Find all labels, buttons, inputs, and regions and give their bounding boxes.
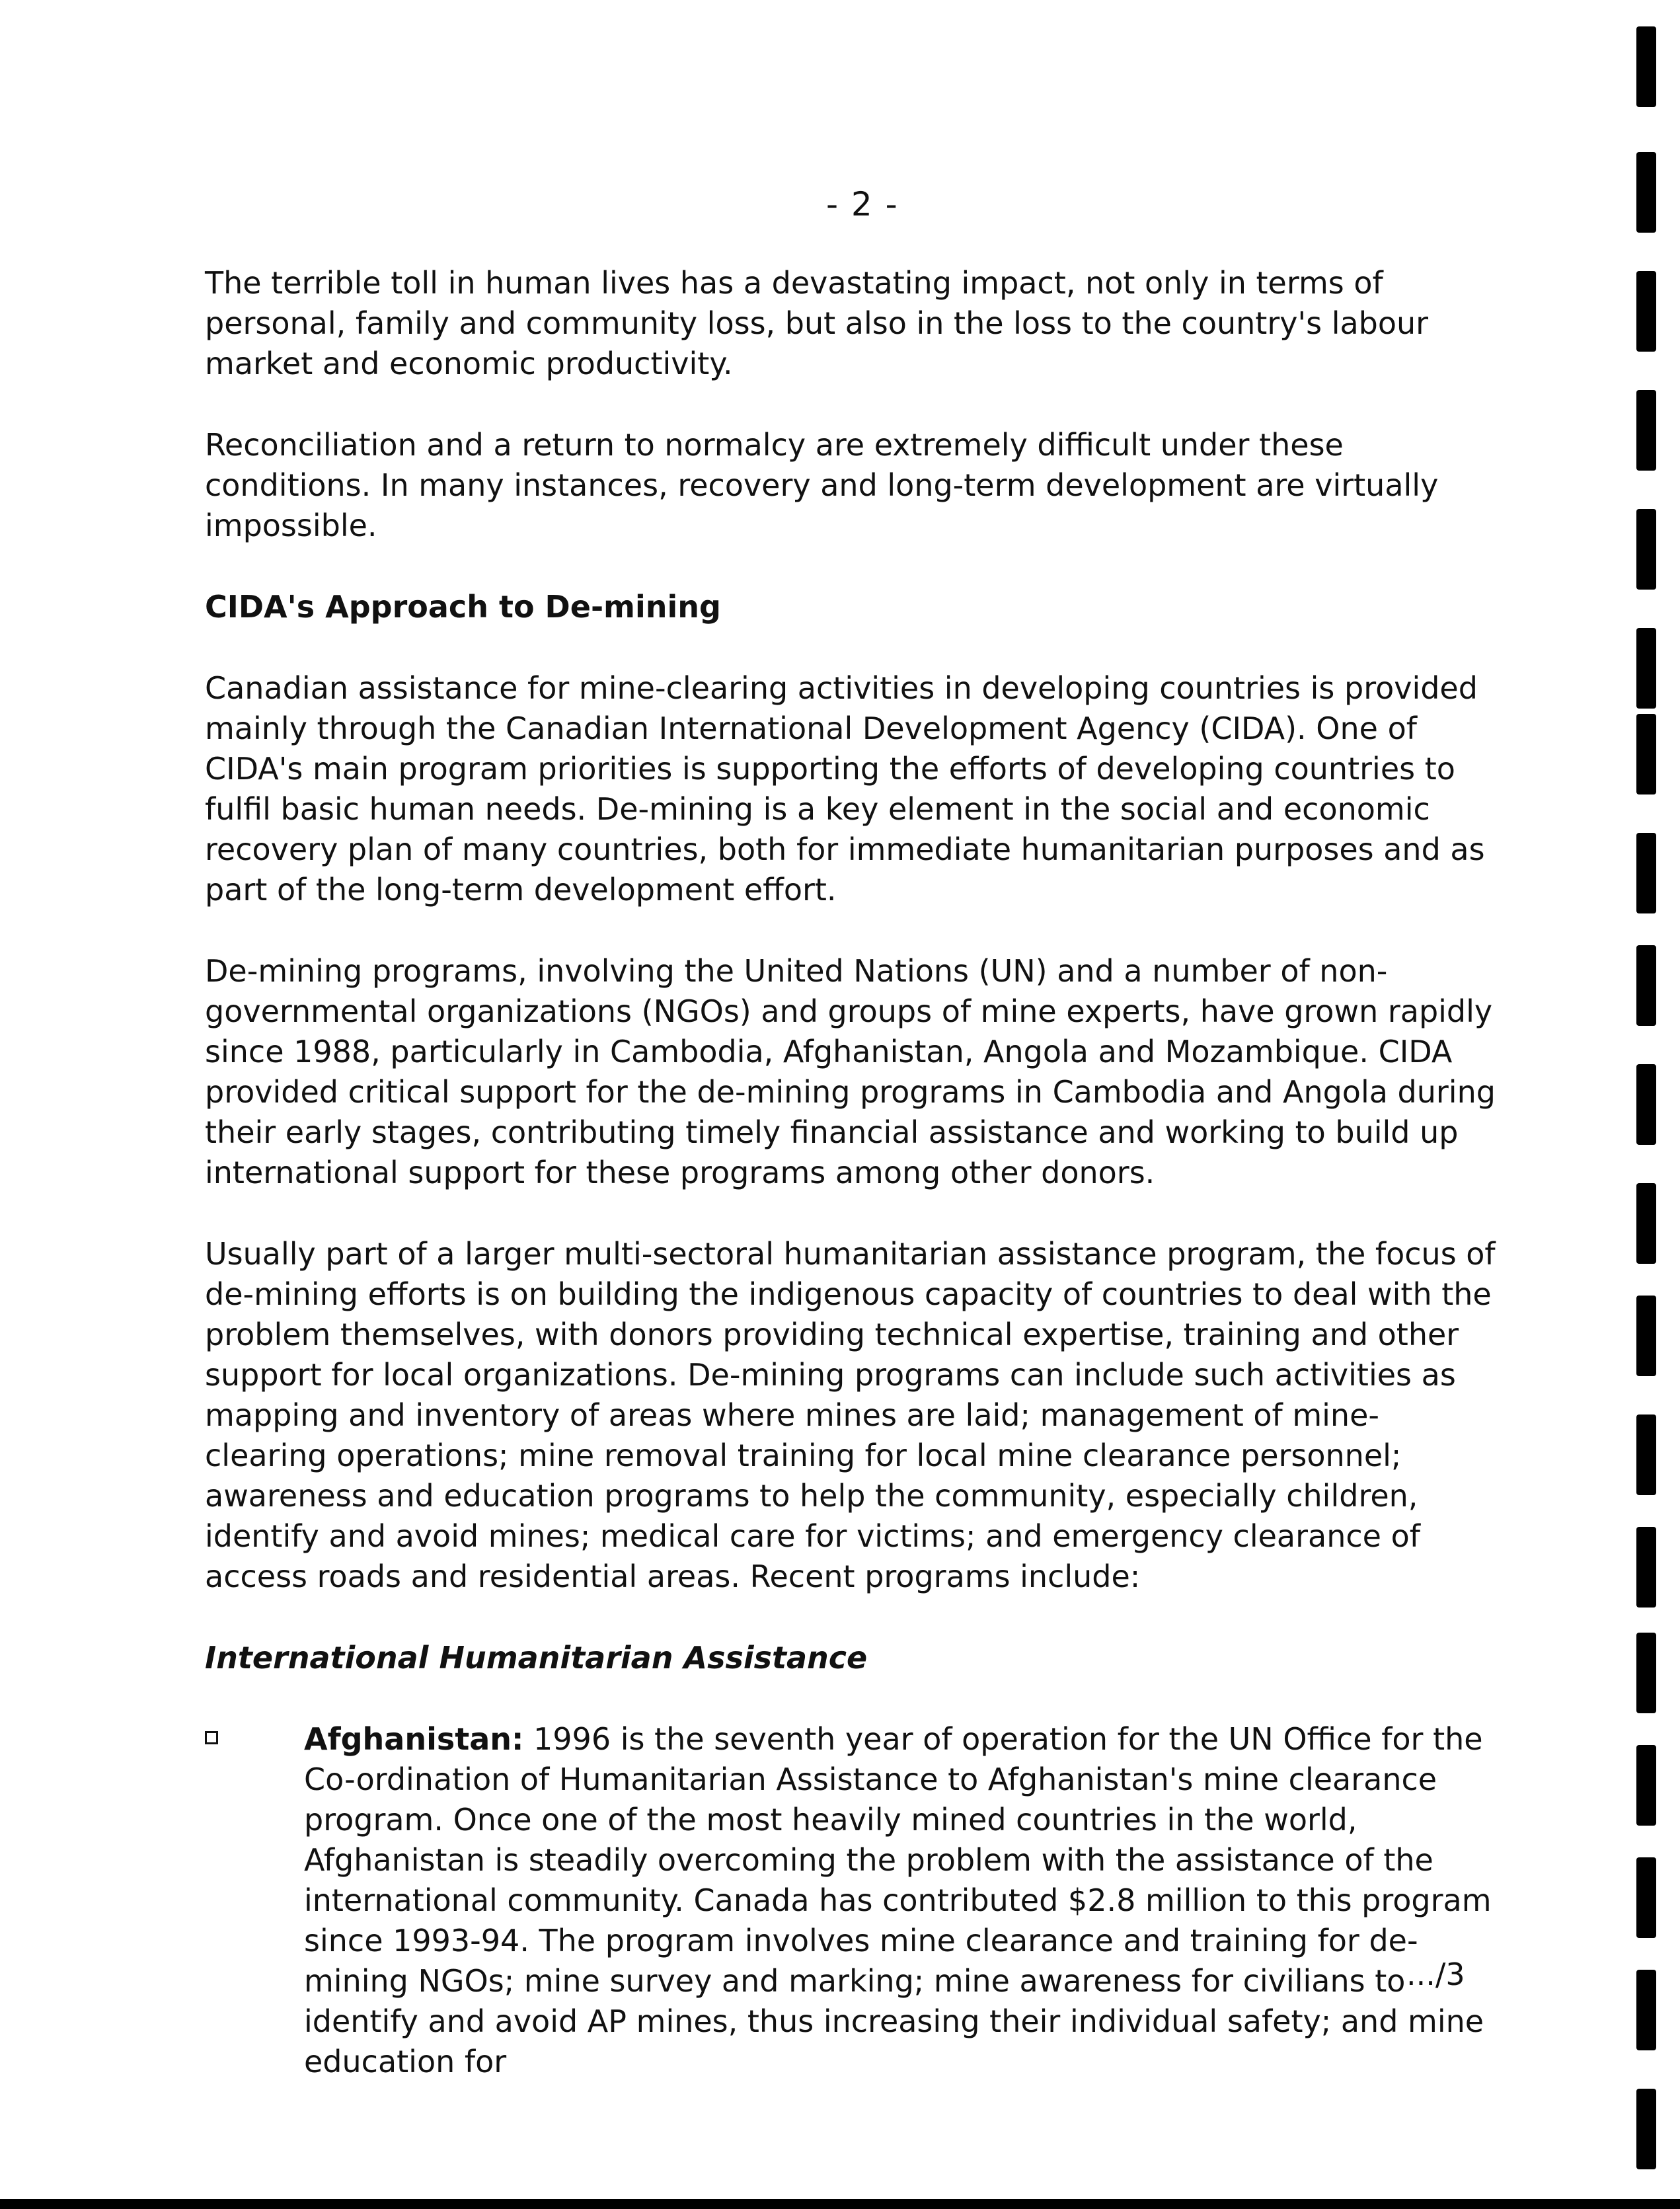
binding-hole-mark bbox=[1636, 271, 1656, 352]
binding-hole-mark bbox=[1636, 833, 1656, 913]
binding-hole-mark bbox=[1636, 945, 1656, 1026]
intro-paragraph-2: Reconciliation and a return to normalcy are extremely difficult under these conditions. In many instances, recovery and long-term development are virtually impossible. bbox=[205, 427, 1439, 543]
binding-hole-mark bbox=[1636, 1415, 1656, 1495]
binding-hole-mark bbox=[1636, 628, 1656, 709]
binding-edge bbox=[1624, 0, 1680, 2209]
section-paragraph-3: Usually part of a larger multi-sectoral humanitarian assistance program, the focus of de-mining efforts is on building the indigenous capacity of countries to deal with the problem themselves, with donors providing technical expertise, training and other support for local organizations. De-mining programs can include such activities as mapping and inventory of areas where mines are laid; management of mine-clearing operations; mine removal training for local mine clearance personnel; awareness and education programs to help the community, especially children, identify and avoid mines; medical care for victims; and emergency clearance of access roads and residential areas. Recent programs include: bbox=[205, 1236, 1496, 1594]
list-item-lead: Afghanistan: bbox=[304, 1721, 524, 1757]
binding-hole-mark bbox=[1636, 2089, 1656, 2169]
section-paragraph-1: Canadian assistance for mine-clearing activities in developing countries is provided mainly through the Canadian International Development Agency (CIDA). One of CIDA's main program priorities is supporting the efforts of developing countries to fulfil basic human needs. De-mining is a key element in the social and economic recovery plan of many countries, both for immediate humanitarian purposes and as part of the long-term development effort. bbox=[205, 670, 1485, 908]
binding-hole-mark bbox=[1636, 714, 1656, 794]
section-paragraph-2: De-mining programs, involving the United Nations (UN) and a number of non-governmental organizations (NGOs) and groups of mine experts, have grown rapidly since 1988, particularly in Cambodia, Afghanistan, Angola and Mozambique. CIDA provided critical support for the de-mining programs in Cambodia and Angola during their early stages, contributing timely financial assistance and working to build up international support for these programs among other donors. bbox=[205, 953, 1496, 1190]
square-bullet-icon bbox=[205, 1731, 218, 1744]
binding-hole-mark bbox=[1636, 26, 1656, 107]
binding-hole-mark bbox=[1636, 1857, 1656, 1938]
binding-hole-mark bbox=[1636, 152, 1656, 233]
binding-hole-mark bbox=[1636, 1296, 1656, 1376]
subheading: International Humanitarian Assistance bbox=[205, 1640, 868, 1676]
binding-hole-mark bbox=[1636, 1633, 1656, 1713]
list-item-text: 1996 is the seventh year of operation for the UN Office for the Co-ordination of Humanitarian Assistance to Afghanistan's mine clearance program. Once one of the most heavily mined countries in the world, Afghanistan is steadily overcoming the problem with the assistance of the international community. Canada has contributed $2.8 million to this program since 1993-94. The program involves mine clearance and training for de-mining NGOs; mine survey and marking; mine awareness for civilians to identify and avoid AP mines, thus increasing their individual safety; and mine education for bbox=[304, 1721, 1492, 2079]
intro-paragraph-1: The terrible toll in human lives has a devastating impact, not only in terms of personal, family and community loss, but also in the loss to the country's labour market and economic productivity. bbox=[205, 265, 1429, 381]
binding-hole-mark bbox=[1636, 1527, 1656, 1608]
binding-hole-mark bbox=[1636, 1183, 1656, 1264]
binding-hole-mark bbox=[1636, 1064, 1656, 1145]
scan-bottom-edge bbox=[0, 2199, 1680, 2209]
binding-hole-mark bbox=[1636, 1970, 1656, 2050]
binding-hole-mark bbox=[1636, 509, 1656, 590]
list-item-afghanistan bbox=[205, 1719, 1500, 2082]
page-number: - 2 - bbox=[826, 185, 899, 223]
binding-hole-mark bbox=[1636, 1745, 1656, 1826]
page-body bbox=[205, 263, 1500, 2082]
binding-hole-mark bbox=[1636, 390, 1656, 471]
section-heading: CIDA's Approach to De-mining bbox=[205, 589, 721, 625]
continuation-marker: .../3 bbox=[1406, 1957, 1465, 1992]
